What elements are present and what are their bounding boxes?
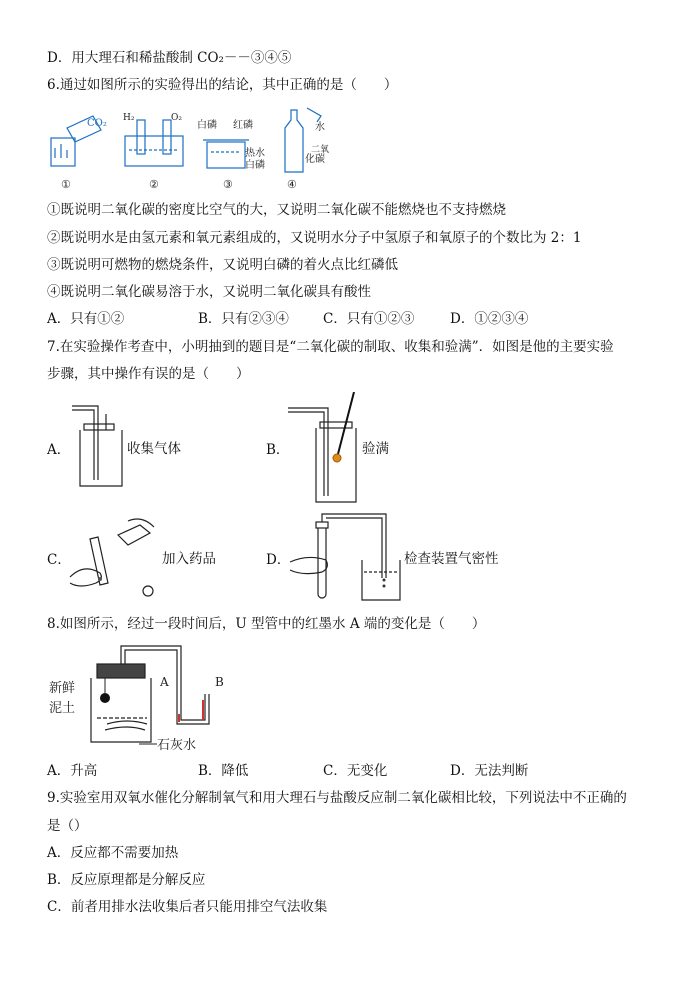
q6-fig2-o2-label: O₂ bbox=[171, 113, 182, 123]
q8-option-d: D．无法判断 bbox=[450, 763, 529, 779]
q6-fig2-number: ② bbox=[149, 178, 159, 191]
q6-fig1-number: ① bbox=[61, 178, 71, 191]
q8-label-b: B bbox=[215, 675, 224, 689]
q8-option-c: C．无变化 bbox=[323, 763, 388, 779]
q7-option-d-label: 检查装置气密性 bbox=[404, 551, 499, 567]
q7-option-b-label: 验满 bbox=[362, 441, 389, 457]
q8-soil-label-1: 新鲜 bbox=[49, 681, 76, 696]
q8-figure bbox=[47, 640, 247, 754]
q9-option-b: B．反应原理都是分解反应 bbox=[47, 872, 206, 888]
q7-option-a-letter: A． bbox=[47, 442, 71, 458]
q6-fig4-number: ④ bbox=[287, 178, 297, 191]
q6-fig1-co2-label: CO₂ bbox=[87, 118, 107, 129]
q7-d-airtightness-figure bbox=[286, 508, 404, 604]
q7-c-add-reagent-figure bbox=[66, 515, 162, 605]
q6-fig3-red-p-label: 红磷 bbox=[233, 120, 253, 131]
q8-label-a: A bbox=[160, 675, 169, 689]
q6-fig3-white-p2-label: 白磷 bbox=[245, 160, 265, 171]
q8-soil-label-2: 泥土 bbox=[49, 701, 76, 716]
q6-fig4-gas-label-1: 二氧 bbox=[311, 145, 330, 155]
q8-soil-lump bbox=[100, 693, 110, 703]
q6-option-c: C．只有①②③ bbox=[323, 311, 415, 327]
q6-option-a: A．只有①② bbox=[47, 311, 125, 327]
q6-fig2-electrolysis bbox=[125, 120, 183, 166]
q8-option-b: B．降低 bbox=[198, 763, 249, 779]
q9-stem-line-1: 9.实验室用双氧水催化分解制氧气和用大理石与盐酸反应制二氧化碳相比较，下列说法中不正确的 bbox=[47, 790, 627, 806]
q6-figure bbox=[47, 106, 337, 192]
q6-option-b: B．只有②③④ bbox=[198, 311, 289, 327]
q6-option-d: D．①②③④ bbox=[450, 311, 529, 327]
q7-stem-line-2: 步骤，其中操作有误的是（ ） bbox=[47, 366, 250, 382]
q6-fig3-white-p-label: 白磷 bbox=[197, 120, 217, 131]
q7-stem-line-1: 7.在实验操作考查中，小明抽到的题目是“二氧化碳的制取、收集和验满”．如图是他的主要实验 bbox=[47, 339, 614, 355]
q7-b-check-full-figure bbox=[286, 392, 360, 506]
q6-stem: 6.通过如图所示的实验得出的结论，其中正确的是（ ） bbox=[47, 77, 398, 93]
q7-b-flame-icon bbox=[333, 454, 341, 462]
q6-statement-3: ③既说明可燃物的燃烧条件，又说明白磷的着火点比红磷低 bbox=[47, 257, 398, 273]
q7-option-b-letter: B． bbox=[266, 442, 290, 458]
q7-option-d-letter: D． bbox=[266, 552, 291, 568]
q6-fig3-combustion bbox=[203, 140, 249, 168]
q7-option-a-label: 收集气体 bbox=[127, 441, 181, 457]
q7-option-c-label: 加入药品 bbox=[162, 551, 216, 567]
q8-limewater-label: 石灰水 bbox=[157, 738, 197, 753]
q8-stem: 8.如图所示，经过一段时间后，U 型管中的红墨水 A 端的变化是（ ） bbox=[47, 616, 486, 632]
q9-stem-line-2: 是（） bbox=[47, 818, 88, 834]
q6-statement-1: ①既说明二氧化碳的密度比空气的大，又说明二氧化碳不能燃烧也不支持燃烧 bbox=[47, 202, 506, 218]
q7-option-c-letter: C． bbox=[47, 552, 71, 568]
q5-option-d: D．用大理石和稀盐酸制 CO₂－－③④⑤ bbox=[47, 50, 292, 66]
q6-fig3-number: ③ bbox=[223, 178, 233, 191]
q8-option-a: A．升高 bbox=[47, 763, 98, 779]
q6-fig4-water-label: 水 bbox=[315, 122, 325, 133]
q9-option-c: C．前者用排水法收集后者只能用排空气法收集 bbox=[47, 899, 328, 915]
q9-option-a: A．反应都不需要加热 bbox=[47, 845, 179, 861]
q6-fig3-hot-water-label: 热水 bbox=[245, 148, 265, 159]
q6-statement-2: ②既说明水是由氢元素和氧元素组成的，又说明水分子中氢原子和氧原子的个数比为 2：1 bbox=[47, 230, 582, 246]
q6-statement-4: ④既说明二氧化碳易溶于水，又说明二氧化碳具有酸性 bbox=[47, 284, 371, 300]
q7-a-collect-gas-figure bbox=[68, 400, 124, 490]
q6-fig4-gas-label-2: 化碳 bbox=[305, 154, 325, 165]
q6-fig2-h2-label: H₂ bbox=[123, 113, 135, 123]
